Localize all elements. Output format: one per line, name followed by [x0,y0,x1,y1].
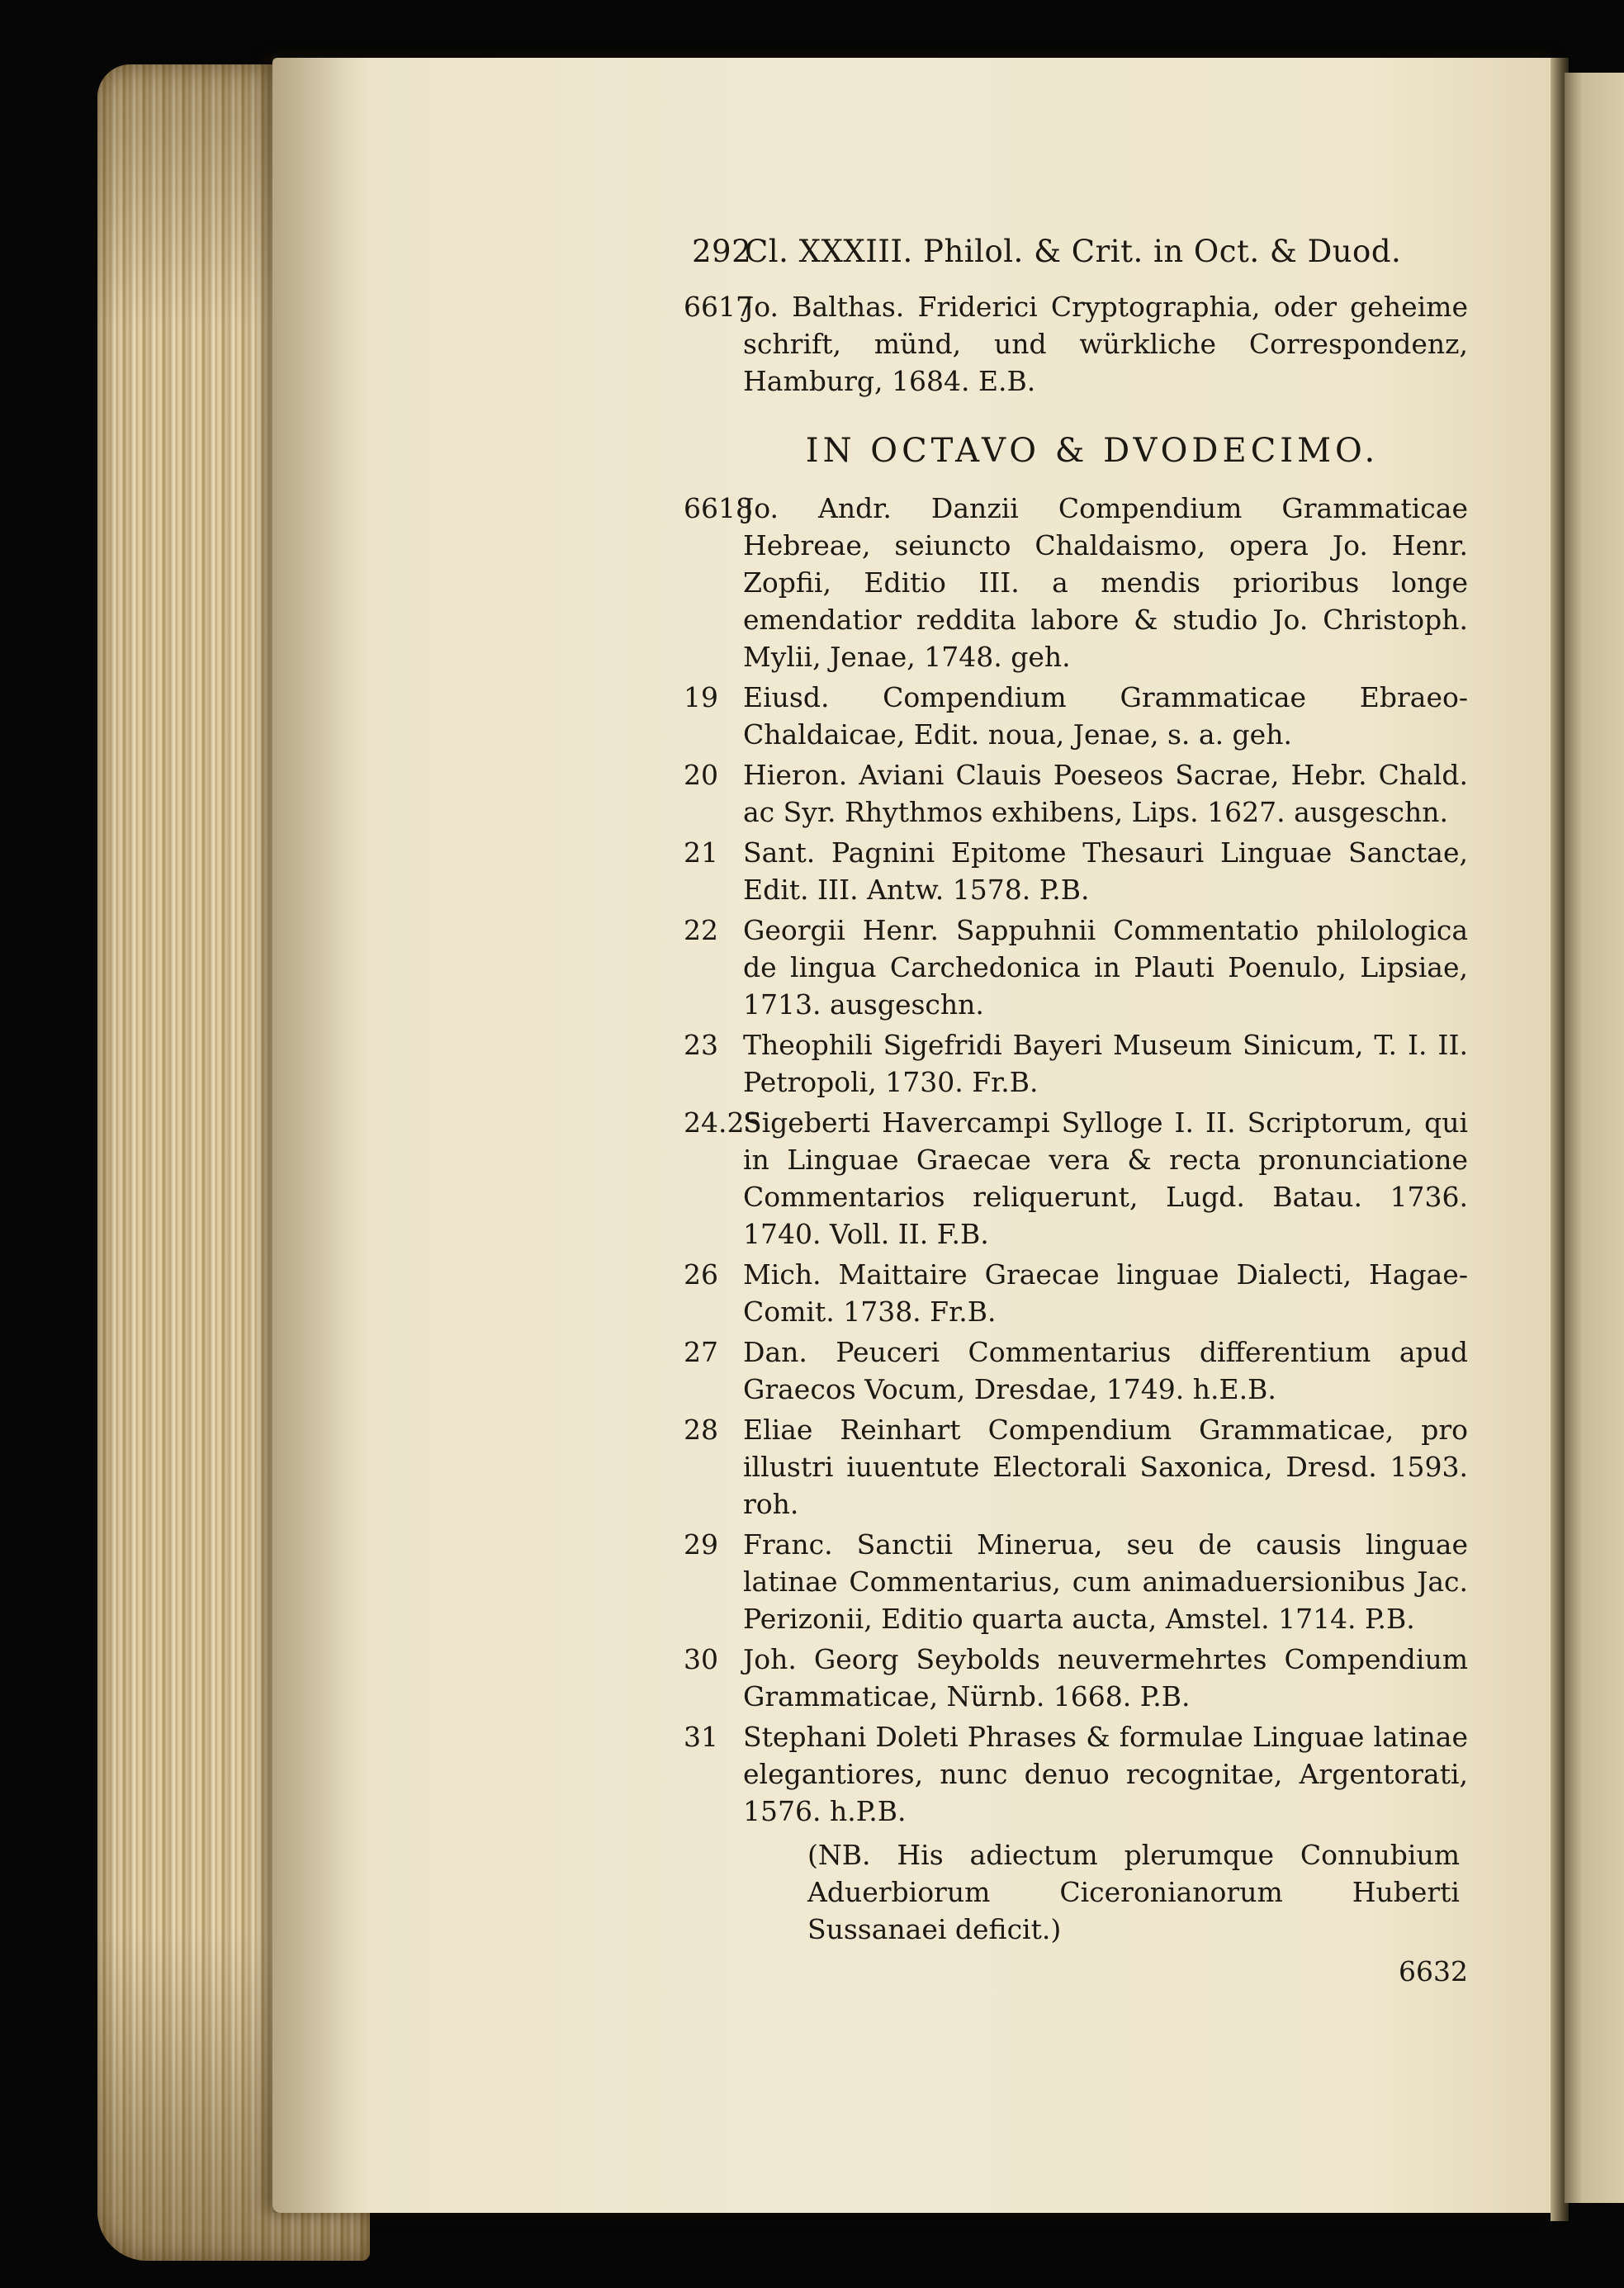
entry-text: Eliae Reinhart Compendium Grammaticae, pro illustri iuuentute Electorali Saxonica, Dresd. 1593. roh. [743,1414,1468,1520]
entry-number: 22 [684,914,718,946]
entry-text: Jo. Balthas. Friderici Cryptographia, oder geheime schrift, münd, und würkliche Correspondenz, Hamburg, 1684. E.B. [743,291,1468,397]
catalog-entry [684,1718,1468,1830]
entry-number: 29 [684,1528,718,1561]
entry-number: 28 [684,1414,718,1446]
entry-text: Georgii Henr. Sappuhnii Commentatio philologica de lingua Carchedonica in Plauti Poenulo, Lipsiae, 1713. ausgeschn. [743,914,1468,1021]
entry-text: Mich. Maittaire Graecae linguae Dialecti, Hagae-Comit. 1738. Fr.B. [743,1258,1468,1328]
entry-text: Eiusd. Compendium Grammaticae Ebraeo-Chaldaicae, Edit. noua, Jenae, s. a. geh. [743,681,1468,751]
entry-number: 26 [684,1258,718,1291]
catchword: 6632 [1399,1955,1468,1987]
catalog-entry [684,1333,1468,1408]
catalog-entry [684,1641,1468,1715]
catalog-entry [684,1526,1468,1637]
catalog-entry [684,834,1468,908]
section-heading: IN OCTAVO & DVODECIMO. [805,432,1380,470]
entry-number: 6617 [684,291,753,323]
running-header [692,233,1468,270]
page-number: 292 [692,234,752,269]
entry-number: 19 [684,681,718,713]
catalog-entry [684,912,1468,1023]
entry-number: 31 [684,1721,718,1753]
entry-text: Stephani Doleti Phrases & formulae Linguae latinae elegantiores, nunc denuo recognitae, Argentorati, 1576. h.P.B. [743,1721,1468,1827]
entry-text: Jo. Andr. Danzii Compendium Grammaticae Hebreae, seiuncto Chaldaismo, opera Jo. Henr. Zopfii, Editio III. a mendis prioribus longe emendatior reddita labore & studio Jo. Christoph. Mylii, Jenae, 1748. geh. [743,492,1468,673]
entry-number: 27 [684,1336,718,1368]
entry-number: 24.25 [684,1106,762,1139]
entry-text: Sant. Pagnini Epitome Thesauri Linguae Sanctae, Edit. III. Antw. 1578. P.B. [743,836,1468,906]
page-fold-shadow [272,58,372,2213]
catalog-entry [684,1411,1468,1523]
entry-text: Hieron. Aviani Clauis Poeseos Sacrae, Hebr. Chald. ac Syr. Rhythmos exhibens, Lips. 1627. ausgeschn. [743,759,1468,828]
entry-text: Joh. Georg Seybolds neuvermehrtes Compendium Grammaticae, Nürnb. 1668. P.B. [743,1643,1468,1712]
entry-text: Dan. Peuceri Commentarius differentium apud Graecos Vocum, Dresdae, 1749. h.E.B. [743,1336,1468,1405]
entry-number: 6618 [684,492,753,524]
running-title: Cl. XXXIII. Philol. & Crit. in Oct. & Duod. [745,234,1402,269]
entry-text: Sigeberti Havercampi Sylloge I. II. Scriptorum, qui in Linguae Graecae vera & recta pronunciatione Commentarios reliquerunt, Lugd. Batau. 1736. 1740. Voll. II. F.B. [743,1106,1468,1250]
entry-number: 21 [684,836,718,869]
catalog-entry [684,490,1468,675]
entry-text: Franc. Sanctii Minerua, seu de causis linguae latinae Commentarius, cum animaduersionibus Jac. Perizonii, Editio quarta aucta, Amstel. 1714. P.B. [743,1528,1468,1635]
entry-number: 30 [684,1643,718,1675]
entry-number: 20 [684,759,718,791]
entry-text: Theophili Sigefridi Bayeri Museum Sinicum, T. I. II. Petropoli, 1730. Fr.B. [743,1029,1468,1098]
catalog-entry [684,679,1468,753]
page-text [684,233,1468,1990]
catalog-entry [684,756,1468,831]
catalog-entry [684,288,1468,400]
catalog-entry [684,1104,1468,1253]
entry-number: 23 [684,1029,718,1061]
entry-list [684,490,1468,1830]
note-text: (NB. His adiectum plerumque Connubium Aduerbiorum Ciceronianorum Huberti Sussanaei deficit.) [807,1839,1460,1945]
catalog-entry [684,1026,1468,1101]
facing-page-strip [1565,73,1624,2203]
catalog-entry [684,1256,1468,1330]
